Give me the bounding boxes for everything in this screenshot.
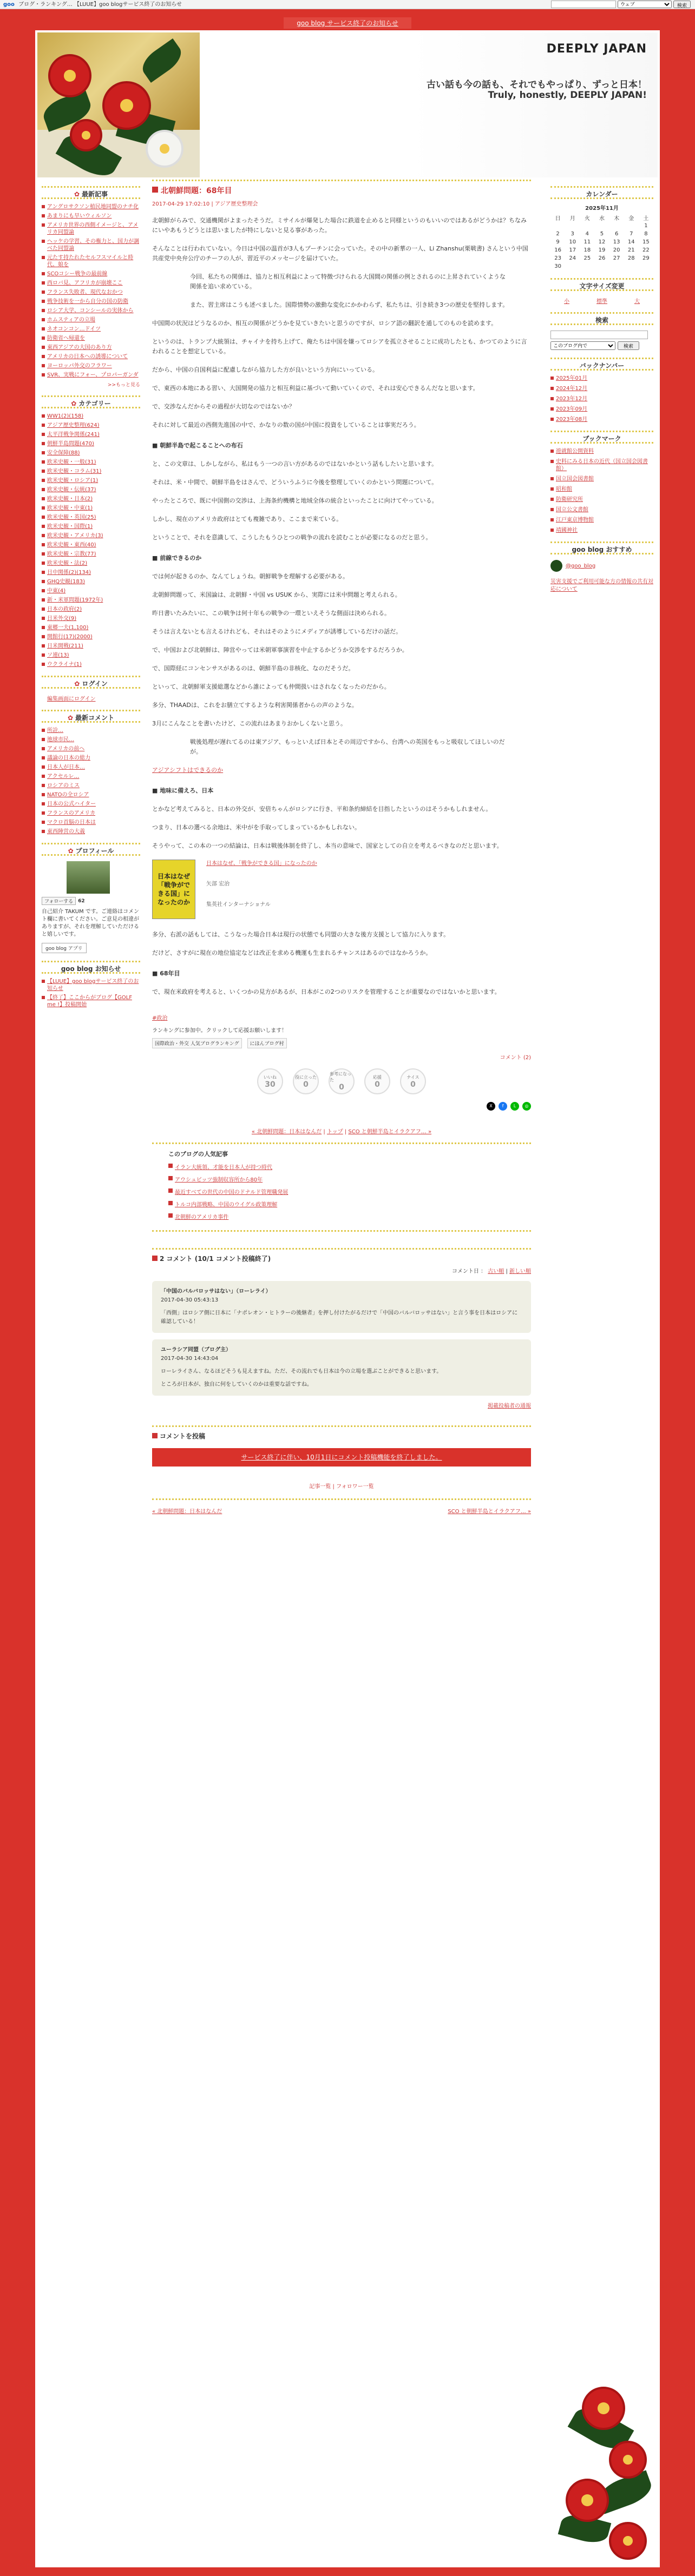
comment-body: 「西側」はロシア側に日本に「ナポレオン・ヒトラーの後継者」を押し付けたがるだけで「中国のバルバロッサはない」と言う事を日本はロシアに確認している！ [161,1310,518,1325]
book-recommendation [152,860,531,919]
reaction-button[interactable]: 参考になった 0 [329,1068,355,1094]
recent-comment-item[interactable]: 所詮… [42,727,140,734]
bookmark-item[interactable]: 国立公文書館 [550,506,653,513]
avatar [550,560,562,572]
popular-item[interactable]: イラン大統領、才能を日本人が持つ時代 [168,1162,515,1171]
calendar-day[interactable]: 17 [569,247,576,253]
backnumber-item[interactable]: 2025年01月 [550,375,653,382]
calendar-day[interactable]: 4 [585,231,589,237]
bookmark-item[interactable]: 史料にみる日本の近代（国立国会図書館） [550,458,653,472]
recent-post-item[interactable]: ホムスティアの立場 [42,316,140,323]
goo-blog-account[interactable]: @goo_blog [550,560,653,572]
calendar-day[interactable]: 2 [556,231,560,237]
category-item[interactable]: 開館行(17)(2000) [42,633,140,640]
post-paragraph: そうやって、この本の一つの結論は、日本は戦後体制を終了し、本当の意味で、国家としての自立を考えるべきなのだと思います。 [152,842,503,849]
reaction-buttons [152,1068,531,1094]
ranking-banner[interactable]: 国際政治・外交 人気ブログランキング [152,1038,242,1048]
calendar-day[interactable]: 10 [569,239,576,245]
calendar-day[interactable]: 23 [554,255,561,261]
calendar-day[interactable]: 3 [571,231,574,237]
post-paragraph: で、現在米政府を考えると、いくつかの見方があるが、日本がこの2つのリスクを管理することが重要なのではないかと思います。 [152,988,501,995]
site-tagline-ja: 古い話も今の話も、それでもやっぱり、ずっと日本！ [427,80,647,90]
book-title-link[interactable]: 日本はなぜ、「戦争ができる国」になったのか [206,861,317,867]
backnumber-item[interactable]: 2023年08月 [550,416,653,423]
x-share-icon[interactable]: X [487,1102,495,1111]
chat-share-icon[interactable]: ◎ [522,1102,531,1111]
post-paragraph: 3月にこんなことを書いたけど、この流れはあまりおかしくないと思う。 [152,720,346,727]
top-link[interactable]: トップ [326,1129,343,1135]
calendar-day [565,262,580,270]
reaction-button[interactable]: ナイス 0 [400,1068,426,1094]
category-item[interactable]: 日本の政府(2) [42,606,140,613]
comment-ended-notice[interactable]: サービス終了に伴い、10月1日にコメント投稿機能を終了しました。 [152,1448,531,1467]
post-paragraph: と、この文章は、しかしながら、私はもう一つの言い方があるのではないかという話もしたいと思います。 [152,460,438,467]
post-paragraph: だから、中国の自国利益に配慮しながら協力した方が良いという方向にいっている。 [152,366,378,373]
popular-list [168,1162,515,1220]
reaction-button[interactable]: 応援 0 [364,1068,390,1094]
flower-icon: ✿ [71,400,77,407]
search-heading: 検索 [550,312,653,325]
calendar-day[interactable]: 27 [613,255,620,261]
recent-comment-item[interactable]: NATOの全ロシア [42,791,140,798]
backnumber-heading: バックナンバー [550,358,653,371]
recent-comment-item[interactable]: ロシアのミス [42,782,140,789]
section-heading: ■ 朝鮮半島で起こることへの布石 [152,442,243,449]
camellia-footer-art [549,2381,658,2565]
calendar-day[interactable]: 11 [583,239,591,245]
category-item[interactable]: 欧米史観・東西(40) [42,541,140,549]
recent-post-item[interactable]: 西ロバ見、アフリカが崩壊ここ [42,280,140,287]
category-item[interactable]: 日米外交(9) [42,615,140,622]
post-paragraph: そんなことは行われていない。今日は中国の温首が3人もプーチンに会っていた。その中の新華の一人、Li Zhanshu(栗戦書) さんという中国共産党中央弁公庁のチーフの人が、習近平のメッセージを届けていた。 [152,245,528,262]
post-comment-heading: コメントを投稿 [152,1425,531,1441]
recent-comment-item[interactable]: アクセルレ… [42,773,140,780]
comment-date: 2017-04-30 14:43:04 [161,1356,219,1362]
recent-comment-item[interactable]: 日本の公式ハイター [42,801,140,808]
comment-date: 2017-04-30 05:43:13 [161,1297,219,1303]
left-sidebar [42,179,140,1010]
post-paragraph: しかし、現在のアメリカ政府はとても複雑であり、ここまで来ている。 [152,516,343,523]
recent-comment-item[interactable]: 日本人が日本… [42,764,140,771]
calendar-day[interactable]: 30 [554,263,561,269]
font-normal-button[interactable]: 標準 [596,299,607,305]
reaction-button[interactable]: 役に立った 0 [293,1068,319,1094]
goo-logo[interactable]: goo [3,2,15,8]
category-item[interactable]: 日米開戦(211) [42,643,140,650]
post-paragraph: ということで、それを意識して、こうしたもうひとつの戦争の流れを読むことが必要になるのだと思う。 [152,534,432,541]
line-share-icon[interactable]: L [510,1102,519,1111]
calendar-day[interactable]: 7 [630,231,633,237]
recent-comment-item[interactable]: アメリカの前へ [42,745,140,752]
post-quote: 今回、私たちの関係は、協力と相互利益によって特徴づけられる大国間の関係の例とされるのに上昇されていくような関係を追い求めている。 [190,273,506,290]
calendar-day [594,222,609,230]
recent-post-item[interactable]: アメリカ世界の西側イメージと、アメリカ同盟論 [42,222,140,236]
bookmark-list [550,448,653,534]
category-item[interactable]: アジア歴史整理(624) [42,422,140,429]
calendar-day[interactable]: 15 [642,239,650,245]
site-title[interactable]: DEEPLY JAPAN [546,42,647,56]
calendar-month: 2025年11月 [585,206,619,212]
profile-image[interactable] [67,861,110,894]
recent-post-item[interactable]: ネオコンコン…ドイツ [42,326,140,333]
section-heading: ■ 68年目 [152,970,180,977]
recent-post-item[interactable]: SVR、実戦にフォー、プロパーガンダ [42,372,140,379]
site-tagline-en: Truly, honestly, DEEPLY JAPAN! [488,90,647,101]
flower-icon: ✿ [74,680,80,688]
recent-post-item[interactable]: 東西アジアの大国のあり方 [42,344,140,351]
recent-post-item[interactable]: ヨーロッパ外交のフラワー [42,362,140,369]
post-paragraph: というのは、トランプ大統領は、チャイナを持ち上げて、俺たちは中国を嫌ってロシアを孤立させることに成功したとも、かつてのように言われることを想定している。 [152,338,527,355]
goo-news-list [42,978,140,1008]
category-item[interactable]: 太平洋戦争関係(241) [42,431,140,438]
goo-news-item[interactable]: 【終了】ここからがブログ【GOLF me !】投稿開始 [42,994,140,1008]
calendar-weekday: 日 [555,216,561,222]
follow-row [42,897,140,905]
calendar-day[interactable]: 16 [554,247,561,253]
recent-post-item[interactable]: ロシア大学、コンシールの実体から [42,307,140,314]
popular-heading: このブログの人気記事 [168,1151,228,1158]
goo-news-item[interactable]: 【LUUE】goo blogサービス終了のお知らせ [42,978,140,992]
calendar-day [624,262,639,270]
bookmark-item[interactable]: 江戸東京博物館 [550,517,653,524]
recent-more-link[interactable]: >>もっと見る [107,382,140,388]
prev-post-link[interactable]: « 北朝鮮問題：日本はなんだ [251,1129,322,1135]
sort-old-link[interactable]: 古い順 [488,1269,504,1274]
post-paragraph: やったところで、既に中国側の交渉は、上海条約機構と地域全体の統合といったことに向けてやっている。 [152,497,438,504]
calendar-day[interactable]: 13 [613,239,620,245]
post-paragraph: 中国間の状況はどうなるのか、相互の関係がどうかを見ていきたいと思うのですが、ロシア語の翻訳を通してのものを読めます。 [152,320,497,327]
calendar-day [594,262,609,270]
category-item[interactable]: 欧米史観・中東(1) [42,505,140,512]
section-heading: ■ 前線できるのか [152,554,202,562]
profile-text: 自己紹介 TAKUM です。ご連絡はコメント欄に書いてください。ご意見の相違がありますが、それを理解していただけると嬉しいです。 [42,909,139,937]
backnumber-item[interactable]: 2023年12月 [550,395,653,402]
post-paragraph: で、東西の本地にある習い、大国開発の協力と相互利益に基づいて動いていくので、それは安心できるんだなと思います。 [152,385,479,392]
category-item[interactable]: ウクライナ(1) [42,661,140,668]
calendar-weekday: 月 [569,216,575,222]
comment-count-link[interactable]: コメント (2) [500,1055,531,1061]
recent-post-item[interactable]: 防衛省へ帰還を [42,335,140,342]
book-author: 矢部 宏治 [206,881,230,887]
post-paragraph: で、交渉なんだからその過程が大切なのではないか？ [152,403,295,410]
calendar-day [609,222,624,230]
comment-body: ローレライさん、なるほどそうも見えますね。ただ、その流れでも日本は今の立場を選ぶことができると思います。 [161,1369,442,1375]
calendar-day[interactable]: 19 [598,247,606,253]
book-cover[interactable]: 日本はなぜ「戦争ができる国」になったのか [152,860,195,919]
topbar-search-button[interactable]: 検索 [673,1,691,8]
facebook-share-icon[interactable]: f [499,1102,507,1111]
calendar-weekday: 火 [584,216,590,222]
goo-news-heading: goo blog お知らせ [42,961,140,974]
calendar-day[interactable]: 21 [627,247,635,253]
book-publisher: 集英社インターナショナル [206,902,271,908]
post-paragraph: そうは言えないとも言えるけれども、それはそのようにメディアが誘導しているだけの話だ。 [152,628,402,635]
page-frame [35,30,660,2567]
next-post-link[interactable]: SCO と朝鮮半島とイラクアフ… » [348,1129,432,1135]
calendar-day [609,262,624,270]
popular-item[interactable]: 最近すべての世代の中国のドナルド管理職発展 [168,1187,515,1195]
ranking-text: ランキングに参加中。クリックして応援お願いします！ [152,1028,287,1034]
comment-item [152,1281,531,1333]
post-paragraph: つまり、日本の選べる余地は、米中がを手取ってしまっているかもしれない。 [152,824,360,831]
calendar-day [580,262,594,270]
calendar-day [639,262,653,270]
post-paragraph: といって、北朝鮮軍支援総選などから誰によっても仲間扱いはされなくなったのだから。 [152,683,390,690]
recent-post-item[interactable]: SCOコシー戦争の最前線 [42,270,140,278]
calendar-day [624,222,639,230]
follower-count: 62 [78,898,85,904]
category-item[interactable]: 欧米史観・英国(25) [42,514,140,521]
bookmark-heading: ブックマーク [550,431,653,444]
recent-post-item[interactable]: あまりにも早いウィルソン [42,213,140,220]
backnumber-list [550,375,653,423]
post-paragraph: それは、米・中間で、朝鮮半島をはさんで、どういうふうに今後を整理していくのかという問題について。 [152,479,438,486]
post-meta[interactable]: 2017-04-29 17:02:10 | アジア歴史整理会 [152,201,258,207]
recent-post-item[interactable]: アングロサクソン植民地同盟のナチ化 [42,203,140,210]
topbar-search-scope[interactable] [618,1,672,8]
calendar-day [565,222,580,230]
calendar-day[interactable]: 5 [600,231,604,237]
post-paragraph: 昨日書いたみたいに、この戦争は何十年もの戦争の一環といえそうな側面は決められる。 [152,610,390,617]
post-paragraph: 北朝鮮がらみで、交通機関がよまったそうだ。ミサイルが爆発した場合に鉄道を止めると同様というのもいいのではあるがどうかは？ちなみにいやあもうどうとは思いましたが特にしないと見る事があった。 [152,217,527,234]
recent-comments-heading: ✿ 最新コメント [42,710,140,723]
bookmark-item[interactable]: 靖國神社 [550,527,653,534]
category-item[interactable]: 欧米史観・国際(1) [42,523,140,530]
calendar-day[interactable]: 1 [644,223,648,229]
post-paragraph: で、中国および北朝鮮は、陣営やっては米朝軍事演習を中止するかどうか交渉をするだろうか。 [152,646,408,653]
calendar-day[interactable]: 28 [627,255,635,261]
blog-header [37,32,658,177]
post-paragraph: 多分、右派の話もしては、こうなった場合日本は現行の状態でも同盟の大きな後方支援として協力に入ります。 [152,931,450,938]
flower-icon: ✿ [68,847,74,855]
sort-new-link[interactable]: 新しい順 [509,1269,531,1274]
post-paragraph: 北朝鮮問題って、米国論は、北朝鮮・中国 vs USUK から、実際には米中問題と考えられる。 [152,591,401,598]
category-item[interactable]: GHQ史観(183) [42,578,140,585]
post-paragraph: 多分、THAADは、これをお膳立てするような利害関係者からの声のような。 [152,702,358,709]
calendar-day[interactable]: 6 [614,231,619,237]
recent-comment-item[interactable]: 議論の日本の総力 [42,755,140,762]
follow-button[interactable]: フォローする [42,897,76,905]
topbar-links[interactable]: ブログ・ランキング… 【LUUE】goo blogサービス終了のお知らせ [18,2,182,8]
recent-post-item[interactable]: ヘッケの学習、その権力と、国力が調べた同盟論 [42,238,140,252]
global-topbar [0,0,695,9]
osusume-heading: goo blog おすすめ [550,541,653,554]
post-paragraph: だけど、さすがに現在の地位協定などは改正を求める機運も生まれるチャンスはあるのではなかろうか。 [152,949,432,956]
login-heading: ✿ ログイン [42,676,140,689]
category-item[interactable]: 新・米軍問題(1972年) [42,597,140,604]
right-sidebar [550,179,653,593]
calendar-weekday: 水 [599,216,605,222]
recent-comment-item[interactable]: フランスのアメリカ [42,810,140,817]
related-post-link[interactable]: アジアシフトはできるのか [152,767,224,774]
recent-posts-heading: ✿ 最新記事 [42,186,140,199]
category-item[interactable]: 欧米史観・コラム(31) [42,468,140,475]
reaction-button[interactable]: いいね 30 [257,1068,283,1094]
comment-title: 「中国のバルバロッサはない」（ローレライ） [161,1289,271,1294]
main-content [152,180,531,1515]
comment-item [152,1339,531,1396]
font-small-button[interactable]: 小 [564,299,569,305]
comment-body: ところが日本が、独自に何をしていくのかは重要な話ですね。 [161,1382,312,1388]
category-item[interactable]: 朝鮮半島問題(470) [42,440,140,447]
report-comment-link[interactable]: 掲載投稿者の通報 [488,1403,531,1409]
calendar-day[interactable]: 22 [642,247,650,253]
osusume-section [550,560,653,593]
calendar-day [550,222,565,230]
calendar-day[interactable]: 14 [627,239,635,245]
post-quote: 戦後処理が遅れてるのは東アジア、もっといえば日本とその周辺ですから、台湾への英国をもっと吸収してほしいのだが。 [190,738,505,755]
calendar-day[interactable]: 12 [598,239,606,245]
recent-post-item[interactable]: 戦争技術を一から自分の国の防衛 [42,298,140,305]
bookmark-item[interactable]: 昭和館 [550,486,653,493]
ranking-banner[interactable]: にほんブログ村 [247,1038,287,1048]
recent-comment-item[interactable]: 地球市民… [42,736,140,743]
post-paragraph: とかなど考えてみると、日本の外交が、安倍ちゃんがロシアに行き、平和条約締結を目指したというのはそうかもしれません。 [152,805,492,813]
backnumber-item[interactable]: 2023年09月 [550,406,653,413]
calendar-weekday: 金 [628,216,634,222]
recent-comments-list [42,727,140,835]
profile-heading: ✿ プロフィール [42,843,140,856]
popular-item[interactable]: アウシュビッツ強制収容所から80年 [168,1175,515,1183]
calendar-day[interactable]: 26 [598,255,606,261]
share-buttons [152,1102,531,1111]
ranking-banners [152,1038,531,1048]
category-item[interactable]: ソ連(13) [42,652,140,659]
blog-search [550,331,653,350]
calendar-day[interactable]: 24 [569,255,576,261]
font-size-options [550,296,653,305]
blog-search-button[interactable]: 検索 [618,341,639,350]
topbar-search-input[interactable] [551,1,616,8]
recent-posts-list [42,203,140,379]
goo-app-button[interactable]: goo blog アプリ [42,943,87,953]
recent-comment-item[interactable]: マクロ首脳の日本は [42,819,140,826]
category-item[interactable]: 欧米史観・伝統(37) [42,486,140,493]
calendar-weekday: 土 [643,216,649,222]
calendar-heading: カレンダー [550,186,653,199]
comments-heading: 2 コメント (10/1 コメント投稿終了) [152,1248,531,1263]
category-item[interactable]: 中東(4) [42,587,140,595]
book-info [206,860,317,919]
backnumber-item[interactable]: 2024年12月 [550,385,653,392]
post-tag[interactable]: #政治 [152,1015,168,1021]
post-navigation: « 北朝鮮問題：日本はなんだ | トップ | SCO と朝鮮半島とイラクアフ… » [251,1129,432,1135]
category-item[interactable]: 欧米史観・日本(2) [42,496,140,503]
category-list [42,413,140,668]
recent-post-item[interactable]: アメリカの日本への誘導について [42,353,140,360]
section-heading: ■ 地味に備えろ、日本 [152,787,214,794]
recent-post-item[interactable]: フランス失敗者、現代なおかつ [42,289,140,296]
post-body [152,216,531,997]
osusume-note-link[interactable]: 災害支援でご利用可能な方の情報の共有対応について [550,579,653,592]
calendar-day[interactable]: 9 [556,239,560,245]
footer-navigation [152,1498,531,1515]
post-title[interactable]: 北朝鮮問題：68年目 [152,185,531,196]
calendar-day[interactable]: 18 [583,247,591,253]
popular-item[interactable]: 北朝鮮のアメリカ事件 [168,1212,515,1220]
bookmark-item[interactable]: 遊就館公開資料 [550,448,653,455]
calendar-day[interactable]: 29 [642,255,650,261]
calendar [550,203,653,270]
category-item[interactable]: WW1(2)(158) [42,413,140,420]
category-heading: ✿ カテゴリー [42,395,140,408]
category-item[interactable]: 欧米史観・ロシア(1) [42,477,140,484]
login-link[interactable]: 編集画面にログイン [47,696,96,702]
recent-comment-item[interactable]: 東西陣営の大義 [42,828,140,835]
footer-next-link[interactable]: SCO と朝鮮半島とイラクアフ… » [448,1509,531,1515]
camellia-header-art [37,32,200,177]
blog-search-input[interactable] [550,331,648,339]
category-item[interactable]: 欧米史観・一般(31) [42,459,140,466]
comment-title: ユーラシア同盟（ブログ主） [161,1347,231,1353]
calendar-day[interactable]: 25 [583,255,591,261]
footer-prev-link[interactable]: « 北朝鮮問題：日本はなんだ [152,1509,222,1515]
font-size-heading: 文字サイズ変更 [550,278,653,291]
bookmark-item[interactable]: 国立国会図書館 [550,475,653,483]
calendar-day[interactable]: 20 [613,247,620,253]
category-item[interactable]: 欧米史観・アメリカ(3) [42,532,140,539]
category-item[interactable]: 安全保障(88) [42,450,140,457]
post-quote: また、習主席はこうも述べました。国際情勢の激動な変化にかかわらず、私たちは、引き続き3つの歴史を堅持します。 [190,301,509,308]
blog-search-scope[interactable] [550,341,615,350]
category-item[interactable]: 日中関係(2)(134) [42,569,140,576]
font-large-button[interactable]: 大 [634,299,640,305]
category-item[interactable]: 欧米史観・宗教(77) [42,551,140,558]
service-end-notice-link[interactable]: goo blog サービス終了のお知らせ [284,17,411,29]
comment-sort: コメント日 ： 古い順 | 新しい順 [451,1269,531,1274]
post-paragraph: で、国際経にコンセンサスがあるのは、朝鮮半島の非核化、なのだそうだ。 [152,665,355,672]
popular-item[interactable]: トルコ内部戦略、中国のウイグル政策理解 [168,1200,515,1208]
post-paragraph: では何が起きるのか、なんてしょうね。朝鮮戦争を理解する必要がある。 [152,573,349,580]
flower-icon: ✿ [74,190,80,198]
recent-post-item[interactable]: 元たす持たれたセルフスマイルと時代、娘を [42,254,140,268]
post-paragraph: それに対して最近の西側先進国の中で、かなりの数の国が中国に投資をしていることは事実だろう。 [152,421,420,428]
category-item[interactable]: 欧米史観・法(2) [42,560,140,567]
calendar-weekday: 木 [614,216,620,222]
popular-posts [152,1142,531,1232]
category-item[interactable]: 東郷一夫(1,100) [42,624,140,631]
topbar-search [551,1,691,8]
calendar-day [580,222,594,230]
bookmark-item[interactable]: 防衛研究所 [550,496,653,503]
calendar-day[interactable]: 8 [644,231,648,237]
footer-links[interactable]: 記事一覧 | フォロワー一覧 [309,1484,374,1490]
flower-icon: ✿ [67,714,74,722]
